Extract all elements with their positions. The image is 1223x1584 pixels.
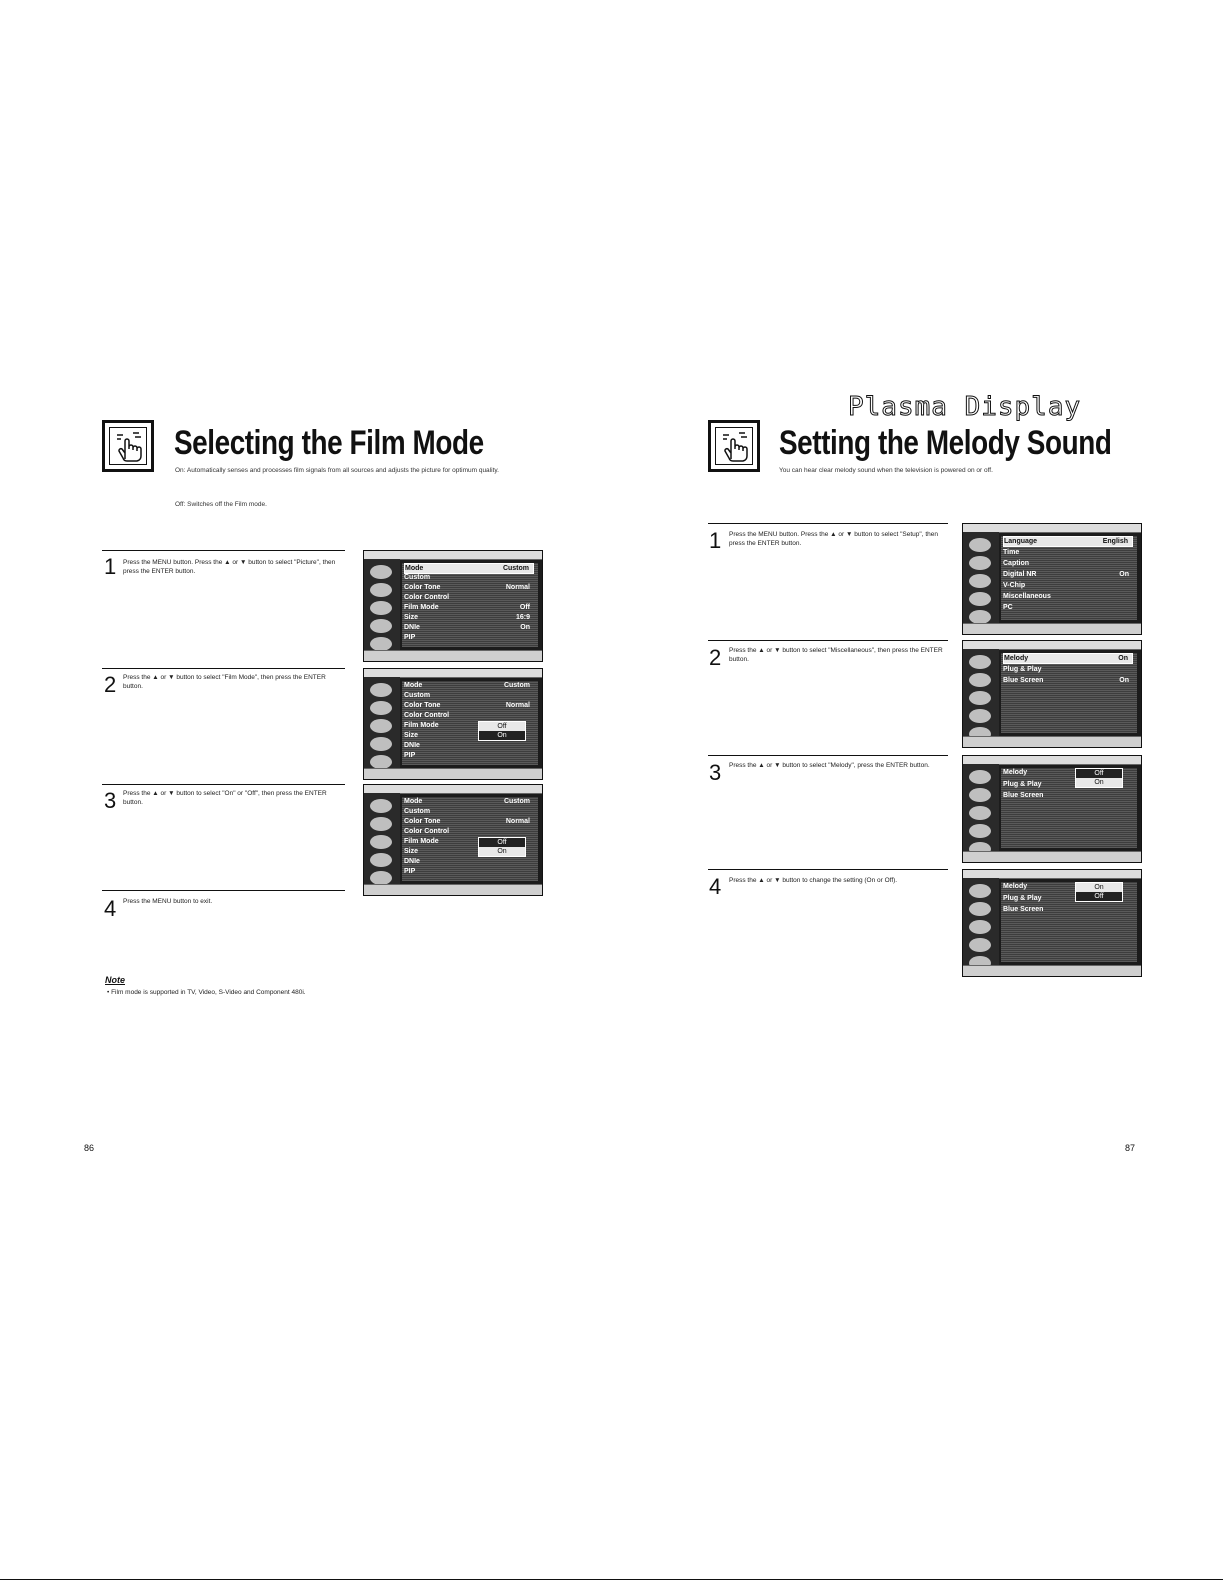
osd-row-label: Plug & Play bbox=[1003, 895, 1042, 902]
osd-screenshot bbox=[363, 550, 543, 662]
osd-screenshot bbox=[363, 668, 543, 780]
osd-menu-row bbox=[404, 603, 534, 612]
osd-row-label: Color Control bbox=[404, 594, 450, 601]
step-number: 4 bbox=[709, 874, 722, 899]
osd-menu-row bbox=[1003, 791, 1133, 800]
osd-menu-row bbox=[1003, 592, 1133, 601]
osd-menu-row bbox=[404, 741, 534, 750]
osd-row-label: Custom bbox=[404, 808, 431, 815]
step-number: 3 bbox=[709, 760, 722, 785]
osd-row-label: Plug & Play bbox=[1003, 666, 1042, 673]
osd-menu-row bbox=[404, 857, 534, 866]
osd-row-value: On bbox=[1119, 571, 1129, 578]
osd-menu-row bbox=[404, 623, 534, 632]
hand-pointer-icon bbox=[708, 420, 760, 472]
osd-menu-row bbox=[1003, 905, 1133, 914]
osd-row-value: On bbox=[1118, 655, 1128, 662]
osd-row-label: Film Mode bbox=[404, 838, 439, 845]
step-number: 1 bbox=[104, 554, 117, 579]
osd-row-label: Mode bbox=[405, 565, 424, 572]
osd-row-label: PC bbox=[1003, 604, 1013, 611]
osd-option: Off bbox=[1094, 770, 1104, 777]
intro: You can hear clear melody sound when the television is powered on or off. bbox=[779, 467, 993, 474]
osd-row-value: Custom bbox=[503, 798, 530, 805]
step-text: Press the ▲ or ▼ button to change the setting (On or Off). bbox=[729, 877, 898, 884]
osd-row-label: Size bbox=[404, 614, 419, 621]
osd-option: Off bbox=[497, 839, 507, 846]
osd-row-label: Melody bbox=[1003, 769, 1028, 776]
page-bottom-rule bbox=[0, 1579, 1223, 1580]
osd-option: On bbox=[1076, 883, 1122, 892]
osd-row-label: Plug & Play bbox=[1003, 781, 1042, 788]
osd-row-value: On bbox=[520, 624, 530, 631]
osd-menu-row bbox=[404, 633, 534, 642]
osd-row-label: Blue Screen bbox=[1003, 677, 1044, 684]
step-divider bbox=[708, 523, 948, 524]
osd-option: Off bbox=[1094, 893, 1104, 900]
osd-row-label: Miscellaneous bbox=[1003, 593, 1051, 600]
osd-menu-row bbox=[1003, 665, 1133, 674]
step-text: Press the MENU button. Press the ▲ or ▼ button to select "Picture", then press the ENTER button. bbox=[123, 559, 336, 575]
osd-menu-row bbox=[404, 807, 534, 816]
osd-menu-row bbox=[1003, 653, 1133, 664]
osd-row-value: Off bbox=[519, 604, 530, 611]
osd-row-label: Custom bbox=[404, 692, 431, 699]
osd-screenshot bbox=[363, 784, 543, 896]
step-divider bbox=[102, 784, 345, 785]
step-text: Press the ▲ or ▼ button to select "Miscellaneous", then press the ENTER button. bbox=[729, 647, 943, 663]
osd-menu-row bbox=[1003, 570, 1133, 579]
osd-row-label: PIP bbox=[404, 868, 416, 875]
osd-row-label: Color Tone bbox=[404, 818, 441, 825]
step-number: 2 bbox=[104, 672, 117, 697]
note-text: • Film mode is supported in TV, Video, S-Video and Component 480i. bbox=[107, 989, 306, 996]
osd-menu-row bbox=[1003, 548, 1133, 557]
osd-row-label: DNIe bbox=[404, 858, 420, 865]
osd-row-value: On bbox=[1119, 677, 1129, 684]
page-title: Selecting the Film Mode bbox=[174, 424, 484, 462]
osd-row-value: English bbox=[1102, 538, 1128, 545]
intro-off: Off: Switches off the Film mode. bbox=[175, 501, 267, 508]
osd-menu-row bbox=[404, 691, 534, 700]
osd-menu-row bbox=[1003, 676, 1133, 685]
osd-menu-row bbox=[404, 797, 534, 806]
brand-logo: Plasma Display bbox=[848, 392, 1082, 422]
osd-menu-row bbox=[404, 867, 534, 876]
osd-row-label: Melody bbox=[1003, 883, 1028, 890]
osd-option: On bbox=[497, 732, 507, 739]
osd-row-label: Size bbox=[404, 848, 419, 855]
osd-row-label: Language bbox=[1004, 538, 1038, 545]
step-number: 3 bbox=[104, 788, 117, 813]
osd-menu-row bbox=[404, 681, 534, 690]
osd-screenshot bbox=[962, 523, 1142, 635]
page-number: 86 bbox=[84, 1143, 95, 1153]
osd-row-label: V-Chip bbox=[1003, 582, 1026, 589]
osd-row-label: Custom bbox=[404, 574, 431, 581]
step-text: Press the MENU button. Press the ▲ or ▼ button to select "Setup", then press the ENTER button. bbox=[729, 531, 938, 547]
osd-option: On bbox=[479, 847, 525, 856]
osd-row-label: PIP bbox=[404, 752, 416, 759]
osd-menu-row bbox=[404, 583, 534, 592]
step-divider bbox=[102, 550, 345, 551]
osd-row-label: Digital NR bbox=[1003, 571, 1037, 578]
osd-row-label: Melody bbox=[1004, 655, 1029, 662]
osd-row-label: Blue Screen bbox=[1003, 906, 1044, 913]
osd-menu-row bbox=[404, 573, 534, 582]
osd-row-label: Color Tone bbox=[404, 584, 441, 591]
osd-row-label: PIP bbox=[404, 634, 416, 641]
osd-row-label: Film Mode bbox=[404, 604, 439, 611]
osd-row-label: Mode bbox=[404, 798, 423, 805]
osd-menu-row bbox=[404, 711, 534, 720]
osd-option: Off bbox=[479, 722, 525, 731]
osd-menu-row bbox=[404, 817, 534, 826]
osd-option-popup bbox=[478, 721, 526, 741]
osd-row-value: Normal bbox=[505, 818, 530, 825]
intro-on: On: Automatically senses and processes film signals from all sources and adjusts the picture for optimum quality. bbox=[175, 467, 499, 474]
osd-menu-row bbox=[1003, 603, 1133, 612]
osd-row-label: Color Control bbox=[404, 828, 450, 835]
osd-menu-row bbox=[404, 827, 534, 836]
page-number: 87 bbox=[1125, 1143, 1136, 1153]
osd-row-value: 16:9 bbox=[515, 614, 530, 621]
step-divider bbox=[708, 869, 948, 870]
osd-row-label: Mode bbox=[404, 682, 423, 689]
step-divider bbox=[708, 640, 948, 641]
osd-row-label: Color Tone bbox=[404, 702, 441, 709]
osd-row-label: Blue Screen bbox=[1003, 792, 1044, 799]
osd-menu-row bbox=[1003, 559, 1133, 568]
osd-screenshot bbox=[962, 869, 1142, 977]
osd-menu-row bbox=[404, 593, 534, 602]
step-text: Press the ▲ or ▼ button to select "Melody", press the ENTER button. bbox=[729, 762, 930, 769]
osd-row-label: DNIe bbox=[404, 624, 420, 631]
osd-row-value: Custom bbox=[503, 682, 530, 689]
step-number: 4 bbox=[104, 896, 117, 921]
step-divider bbox=[102, 890, 345, 891]
osd-row-label: DNIe bbox=[404, 742, 420, 749]
osd-row-value: Custom bbox=[502, 565, 529, 572]
osd-option-popup bbox=[478, 837, 526, 857]
osd-option-popup bbox=[1075, 882, 1123, 902]
step-divider bbox=[102, 668, 345, 669]
step-number: 2 bbox=[709, 645, 722, 670]
hand-pointer-icon bbox=[102, 420, 154, 472]
osd-option: On bbox=[1076, 778, 1122, 787]
osd-menu-row bbox=[404, 751, 534, 760]
osd-menu-row bbox=[1003, 581, 1133, 590]
osd-screenshot bbox=[962, 640, 1142, 748]
osd-menu-row bbox=[404, 613, 534, 622]
osd-row-value: Normal bbox=[505, 584, 530, 591]
step-number: 1 bbox=[709, 528, 722, 553]
osd-menu-row bbox=[404, 701, 534, 710]
osd-option-popup bbox=[1075, 768, 1123, 788]
osd-row-label: Caption bbox=[1003, 560, 1030, 567]
osd-menu-row bbox=[1003, 536, 1133, 547]
note-heading: Note bbox=[105, 975, 125, 985]
osd-row-label: Film Mode bbox=[404, 722, 439, 729]
step-divider bbox=[708, 755, 948, 756]
step-text: Press the MENU button to exit. bbox=[123, 898, 213, 905]
osd-row-label: Size bbox=[404, 732, 419, 739]
osd-row-label: Time bbox=[1003, 549, 1020, 556]
page-title: Setting the Melody Sound bbox=[779, 424, 1112, 462]
step-text: Press the ▲ or ▼ button to select "Film Mode", then press the ENTER button. bbox=[123, 674, 326, 690]
osd-row-label: Color Control bbox=[404, 712, 450, 719]
osd-row-value: Normal bbox=[505, 702, 530, 709]
osd-screenshot bbox=[962, 755, 1142, 863]
step-text: Press the ▲ or ▼ button to select "On" or "Off", then press the ENTER button. bbox=[123, 790, 327, 806]
